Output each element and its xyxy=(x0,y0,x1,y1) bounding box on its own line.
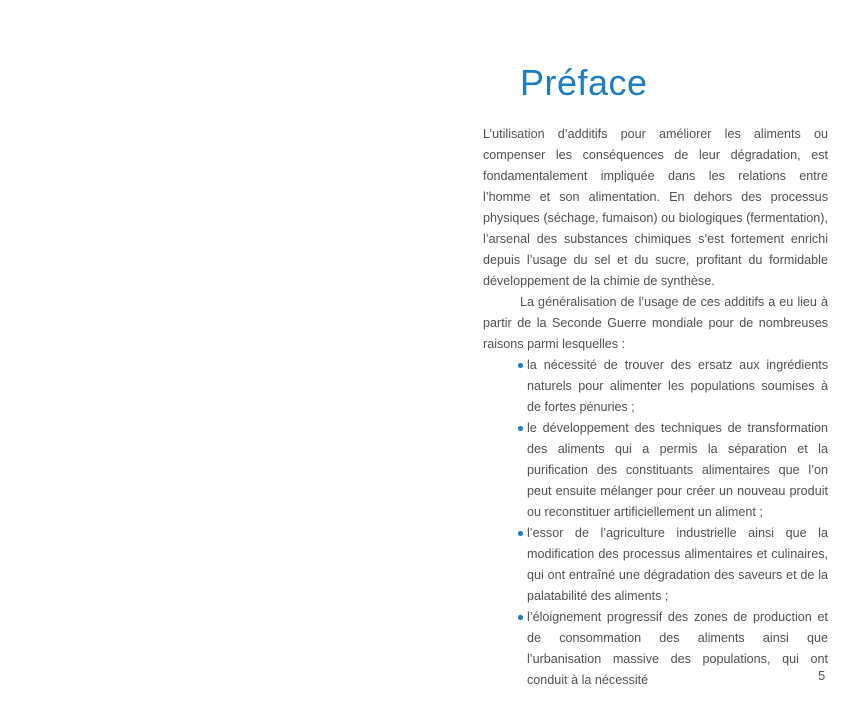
bullet-dot-icon xyxy=(518,615,523,620)
bullet-list xyxy=(518,355,828,691)
bullet-text: le développement des techniques de transformation des aliments qui a permis la séparation et la purification des constituants alimentaires que l’on peut ensuite mélanger pour créer un nouveau produit ou reconstituer artificiellement un aliment ; xyxy=(527,421,828,519)
bullet-text: l’essor de l’agriculture industrielle ainsi que la modification des processus alimentaires et culinaires, qui ont entraîné une dégradation des saveurs et de la palatabilité des aliments ; xyxy=(527,526,828,603)
paragraph-generalisation: La généralisation de l’usage de ces additifs a eu lieu à partir de la Seconde Guerre mondiale pour de nombreuses raisons parmi lesquelles : xyxy=(483,295,828,351)
bullet-item xyxy=(518,418,828,523)
bullet-item xyxy=(518,355,828,418)
bullet-dot-icon xyxy=(518,363,523,368)
bullet-dot-icon xyxy=(518,426,523,431)
page-title: Préface xyxy=(520,62,648,103)
page-number: 5 xyxy=(818,668,826,683)
bullet-text: l’éloignement progressif des zones de production et de consommation des aliments ainsi que l’urbanisation massive des populations, qui ont conduit à la nécessité xyxy=(527,610,828,687)
bullet-item xyxy=(518,607,828,691)
bullet-dot-icon xyxy=(518,531,523,536)
text-column xyxy=(483,124,828,691)
bullet-text: la nécessité de trouver des ersatz aux ingrédients naturels pour alimenter les populations soumises à de fortes pénuries ; xyxy=(527,358,828,414)
bullet-item xyxy=(518,523,828,607)
paragraph-intro: L’utilisation d’additifs pour améliorer les aliments ou compenser les conséquences de leur dégradation, est fondamentalement impliquée dans les relations entre l’homme et son alimentation. En dehors des processus physiques (séchage, fumaison) ou biologiques (fermentation), l’arsenal des substances chimiques s’est fortement enrichi depuis l’usage du sel et du sucre, profitant du formidable développement de la chimie de synthèse. xyxy=(483,127,828,288)
